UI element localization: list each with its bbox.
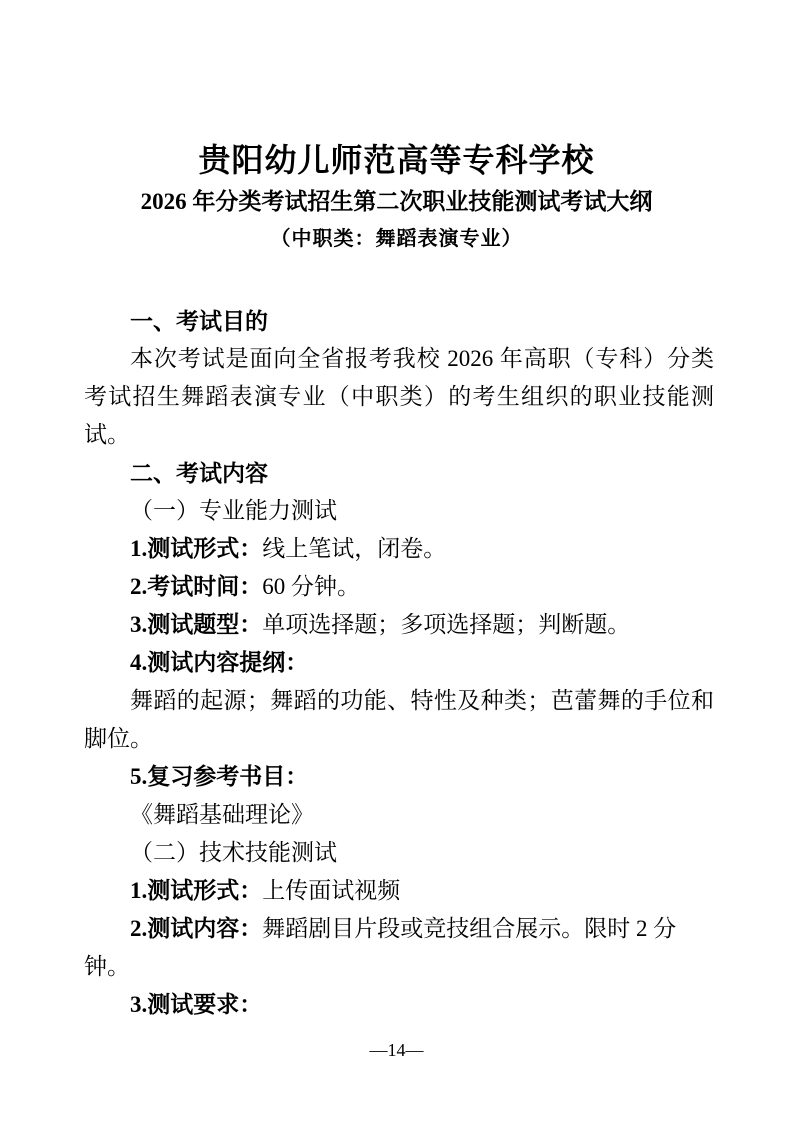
- page-number: —14—: [369, 1040, 424, 1060]
- item-label: 2.测试内容：: [130, 916, 263, 941]
- sub-section-line: （二）技术技能测试: [130, 840, 337, 865]
- item-text: 线上笔试，闭卷。: [262, 536, 447, 561]
- section-heading: 一、考试目的: [130, 308, 268, 334]
- body-paragraph: 舞蹈的起源；舞蹈的功能、特性及种类；芭蕾舞的手位和脚位。: [84, 688, 714, 751]
- item-text: 舞蹈剧目片段或竞技组合展示。限时 2 分钟。: [84, 916, 677, 979]
- numbered-item: [84, 758, 714, 796]
- item-text: 上传面试视频: [262, 878, 401, 903]
- item-label: 1.测试形式：: [130, 536, 263, 561]
- sub-section-line: （一）专业能力测试: [130, 498, 337, 523]
- numbered-item: [84, 872, 714, 910]
- item-label: 3.测试要求：: [130, 992, 263, 1017]
- page-footer: [0, 1038, 793, 1062]
- item-label: 5.复习参考书目：: [130, 764, 309, 789]
- numbered-item: [84, 530, 714, 568]
- exam-outline-title: 2026 年分类考试招生第二次职业技能测试考试大纲: [140, 189, 653, 214]
- school-name-title: 贵阳幼儿师范高等专科学校: [198, 142, 595, 178]
- numbered-item: [84, 606, 714, 644]
- major-subtitle: （中职类：舞蹈表演专业）: [270, 228, 523, 250]
- item-label: 3.测试题型：: [130, 612, 263, 637]
- item-label: 1.测试形式：: [130, 878, 263, 903]
- item-text: 60 分钟。: [262, 574, 360, 599]
- numbered-item: [84, 568, 714, 606]
- section-heading: 二、考试内容: [130, 460, 268, 486]
- numbered-item: [84, 910, 714, 986]
- item-text: 单项选择题；多项选择题；判断题。: [262, 612, 631, 637]
- document-body: [84, 302, 714, 1024]
- item-label: 4.测试内容提纲：: [130, 650, 309, 675]
- item-label: 2.考试时间：: [130, 574, 263, 599]
- numbered-item: [84, 644, 714, 682]
- document-header: [0, 0, 793, 254]
- body-paragraph: 本次考试是面向全省报考我校 2026 年高职（专科）分类考试招生舞蹈表演专业（中职类）的考生组织的职业技能测试。: [84, 346, 714, 447]
- sub-section-line: 《舞蹈基础理论》: [130, 802, 314, 827]
- numbered-item: [84, 986, 714, 1024]
